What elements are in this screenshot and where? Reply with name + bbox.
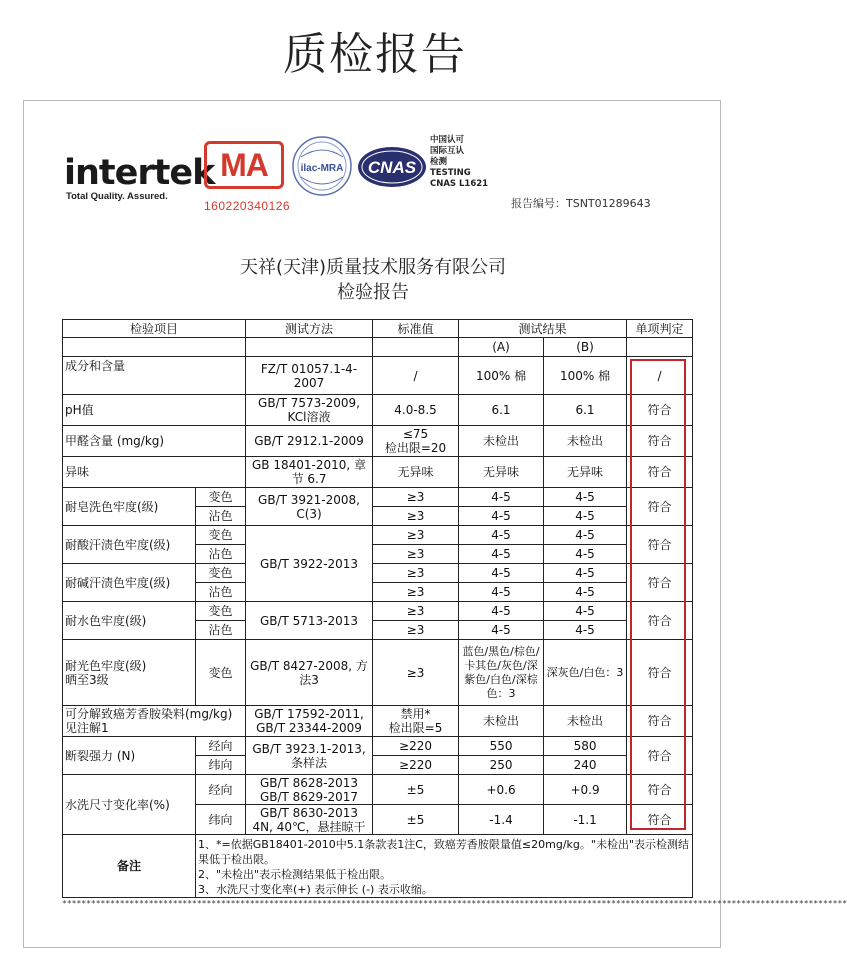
verdict-cell: 符合 xyxy=(627,395,693,426)
verdict-cell: 符合 xyxy=(627,805,693,835)
cnas-text-line: 检测 xyxy=(430,157,448,167)
table-row xyxy=(63,564,693,583)
result-b-cell: 240 xyxy=(544,756,627,775)
table-cell xyxy=(246,338,373,357)
verdict-cell: 符合 xyxy=(627,457,693,488)
verdict-cell: / xyxy=(627,357,693,395)
result-b-cell: 100% 棉 xyxy=(544,357,627,395)
verdict-cell: 符合 xyxy=(627,737,693,775)
result-a-cell: 蓝色/黑色/棕色/卡其色/灰色/深紫色/白色/深棕色：3 xyxy=(459,640,544,706)
method-cell: GB/T 8630-2013 4N, 40℃，悬挂晾干 xyxy=(246,805,373,835)
result-a-cell: 无异味 xyxy=(459,457,544,488)
standard-cell: ≥3 xyxy=(373,602,459,621)
table-cell xyxy=(63,338,246,357)
note-item: 3、水洗尺寸变化率(+) 表示伸长 (-) 表示收缩。 xyxy=(198,883,433,896)
table-cell xyxy=(627,338,693,357)
result-a-cell: 未检出 xyxy=(459,706,544,737)
method-cell: FZ/T 01057.1-4-2007 xyxy=(246,357,373,395)
result-b-cell: 580 xyxy=(544,737,627,756)
cma-logo xyxy=(204,141,291,213)
standard-cell: ±5 xyxy=(373,805,459,835)
result-a-cell: 6.1 xyxy=(459,395,544,426)
ilac-mra-logo xyxy=(291,135,353,197)
cma-number: 160220340126 xyxy=(204,199,291,213)
sub-item-cell: 沾色 xyxy=(196,507,246,526)
page-title: 质检报告 xyxy=(283,29,467,80)
result-a-cell: 4-5 xyxy=(459,526,544,545)
method-cell: GB/T 7573-2009, KCl溶液 xyxy=(246,395,373,426)
sub-item-cell: 沾色 xyxy=(196,583,246,602)
result-b-cell: 4-5 xyxy=(544,507,627,526)
result-a-cell: 4-5 xyxy=(459,488,544,507)
item-cell: 耐酸汗渍色牢度(级) xyxy=(63,526,196,564)
result-a-cell: -1.4 xyxy=(459,805,544,835)
table-row xyxy=(63,737,693,756)
item-cell: 耐光色牢度(级) 晒至3级 xyxy=(63,640,196,706)
sub-item-cell: 沾色 xyxy=(196,621,246,640)
sub-item-cell: 纬向 xyxy=(196,756,246,775)
verdict-cell: 符合 xyxy=(627,775,693,805)
result-b-cell: 4-5 xyxy=(544,583,627,602)
table-row xyxy=(63,602,693,621)
note-item: 2、"未检出"表示检测结果低于检出限。 xyxy=(198,868,392,881)
method-cell: GB/T 3921-2008, C(3) xyxy=(246,488,373,526)
verdict-cell: 符合 xyxy=(627,602,693,640)
standard-cell: / xyxy=(373,357,459,395)
verdict-cell: 符合 xyxy=(627,564,693,602)
item-cell: 成分和含量 xyxy=(63,357,246,395)
standard-cell: ≥3 xyxy=(373,583,459,602)
standard-cell: ≥220 xyxy=(373,737,459,756)
standard-cell: ≥3 xyxy=(373,640,459,706)
sub-item-cell: 变色 xyxy=(196,640,246,706)
header-result: 测试结果 xyxy=(459,320,627,338)
sub-item-cell: 沾色 xyxy=(196,545,246,564)
notes-row xyxy=(63,835,693,898)
result-a-cell: 4-5 xyxy=(459,602,544,621)
standard-cell: 禁用* 检出限=5 xyxy=(373,706,459,737)
standard-cell: ≤75 检出限=20 xyxy=(373,426,459,457)
verdict-cell: 符合 xyxy=(627,706,693,737)
notes-cell xyxy=(196,835,693,898)
result-b-cell: -1.1 xyxy=(544,805,627,835)
standard-cell: ≥3 xyxy=(373,488,459,507)
table-row xyxy=(63,640,693,706)
standard-cell: ≥3 xyxy=(373,507,459,526)
table-row xyxy=(63,775,693,805)
table-row xyxy=(63,526,693,545)
standard-cell: ≥3 xyxy=(373,545,459,564)
report-subtitle: 检验报告 xyxy=(337,282,409,303)
sub-item-cell: 变色 xyxy=(196,526,246,545)
method-cell: GB/T 5713-2013 xyxy=(246,602,373,640)
sub-item-cell: 变色 xyxy=(196,488,246,507)
cnas-text-line: 中国认可 xyxy=(430,135,465,145)
report-sheet xyxy=(23,100,847,948)
method-cell: GB/T 2912.1-2009 xyxy=(246,426,373,457)
item-cell: 耐碱汗渍色牢度(级) xyxy=(63,564,196,602)
header-item: 检验项目 xyxy=(63,320,246,338)
table-row xyxy=(63,457,693,488)
result-a-cell: +0.6 xyxy=(459,775,544,805)
item-cell: 异味 xyxy=(63,457,246,488)
result-b-cell: 4-5 xyxy=(544,488,627,507)
test-results-table xyxy=(62,319,693,898)
cma-mark: MA xyxy=(204,141,284,189)
result-b-cell: 深灰色/白色：3 xyxy=(544,640,627,706)
item-cell: 断裂强力 (N) xyxy=(63,737,196,775)
end-of-report-stars: ******************************************************************************************************************************************************************* xyxy=(62,899,847,908)
result-b-cell: 4-5 xyxy=(544,621,627,640)
item-cell: 耐皂洗色牢度(级) xyxy=(63,488,196,526)
result-a-cell: 4-5 xyxy=(459,545,544,564)
standard-cell: ≥3 xyxy=(373,526,459,545)
result-a-cell: 未检出 xyxy=(459,426,544,457)
result-b-cell: 4-5 xyxy=(544,526,627,545)
cnas-text-line: TESTING xyxy=(430,168,471,178)
company-name: 天祥(天津)质量技术服务有限公司 xyxy=(239,257,507,278)
result-a-cell: 4-5 xyxy=(459,564,544,583)
verdict-cell: 符合 xyxy=(627,640,693,706)
result-b-cell: 未检出 xyxy=(544,426,627,457)
cnas-mark: CNAS xyxy=(367,158,417,177)
result-a-cell: 100% 棉 xyxy=(459,357,544,395)
header-standard: 标准值 xyxy=(373,320,459,338)
method-cell: GB/T 3922-2013 xyxy=(246,526,373,602)
standard-cell: 4.0-8.5 xyxy=(373,395,459,426)
standard-cell: 无异味 xyxy=(373,457,459,488)
result-a-cell: 4-5 xyxy=(459,621,544,640)
table-row xyxy=(63,395,693,426)
intertek-tagline: Total Quality. Assured. xyxy=(66,191,168,202)
cnas-text-line: CNAS L1621 xyxy=(430,179,489,189)
result-b-cell: 4-5 xyxy=(544,564,627,583)
header-a: (A) xyxy=(459,338,544,357)
result-a-cell: 4-5 xyxy=(459,583,544,602)
ilac-mark: ilac-MRA xyxy=(300,163,344,174)
method-cell: GB/T 17592-2011, GB/T 23344-2009 xyxy=(246,706,373,737)
result-b-cell: +0.9 xyxy=(544,775,627,805)
item-cell: 水洗尺寸变化率(%) xyxy=(63,775,196,835)
verdict-cell: 符合 xyxy=(627,488,693,526)
standard-cell: ≥3 xyxy=(373,564,459,583)
header-verdict: 单项判定 xyxy=(627,320,693,338)
result-b-cell: 6.1 xyxy=(544,395,627,426)
standard-cell: ±5 xyxy=(373,775,459,805)
table-row xyxy=(63,706,693,737)
table-row xyxy=(63,488,693,507)
intertek-logo xyxy=(64,153,214,202)
note-item: 1、*=依据GB18401-2010中5.1条款表1注C，致癌芳香胺限量值≤20mg/kg。"未检出"表示检测结果低于检出限。 xyxy=(198,838,690,866)
result-b-cell: 4-5 xyxy=(544,602,627,621)
method-cell: GB 18401-2010, 章节 6.7 xyxy=(246,457,373,488)
sub-item-cell: 变色 xyxy=(196,564,246,583)
header-method: 测试方法 xyxy=(246,320,373,338)
method-cell: GB/T 3923.1-2013, 条样法 xyxy=(246,737,373,775)
header-b: (B) xyxy=(544,338,627,357)
table-row xyxy=(63,426,693,457)
method-cell: GB/T 8628-2013 GB/T 8629-2017 xyxy=(246,775,373,805)
table-row xyxy=(63,357,693,395)
cnas-logo xyxy=(356,145,428,189)
cnas-text-line: 国际互认 xyxy=(430,146,465,156)
result-b-cell: 未检出 xyxy=(544,706,627,737)
intertek-wordmark: intertek xyxy=(64,153,215,193)
sub-item-cell: 纬向 xyxy=(196,805,246,835)
cnas-accreditation-text xyxy=(430,135,488,190)
item-cell: 甲醛含量 (mg/kg) xyxy=(63,426,246,457)
result-b-cell: 无异味 xyxy=(544,457,627,488)
item-cell: 耐水色牢度(级) xyxy=(63,602,196,640)
sub-item-cell: 变色 xyxy=(196,602,246,621)
sub-item-cell: 经向 xyxy=(196,775,246,805)
sub-item-cell: 经向 xyxy=(196,737,246,756)
report-number: 报告编号：TSNT01289643 xyxy=(511,197,651,210)
table-cell xyxy=(373,338,459,357)
standard-cell: ≥3 xyxy=(373,621,459,640)
result-a-cell: 550 xyxy=(459,737,544,756)
standard-cell: ≥220 xyxy=(373,756,459,775)
verdict-cell: 符合 xyxy=(627,526,693,564)
item-cell: 可分解致癌芳香胺染料(mg/kg) 见注解1 xyxy=(63,706,246,737)
verdict-cell: 符合 xyxy=(627,426,693,457)
method-cell: GB/T 8427-2008, 方法3 xyxy=(246,640,373,706)
result-a-cell: 4-5 xyxy=(459,507,544,526)
result-b-cell: 4-5 xyxy=(544,545,627,564)
result-a-cell: 250 xyxy=(459,756,544,775)
item-cell: pH值 xyxy=(63,395,246,426)
notes-label: 备注 xyxy=(63,835,196,898)
